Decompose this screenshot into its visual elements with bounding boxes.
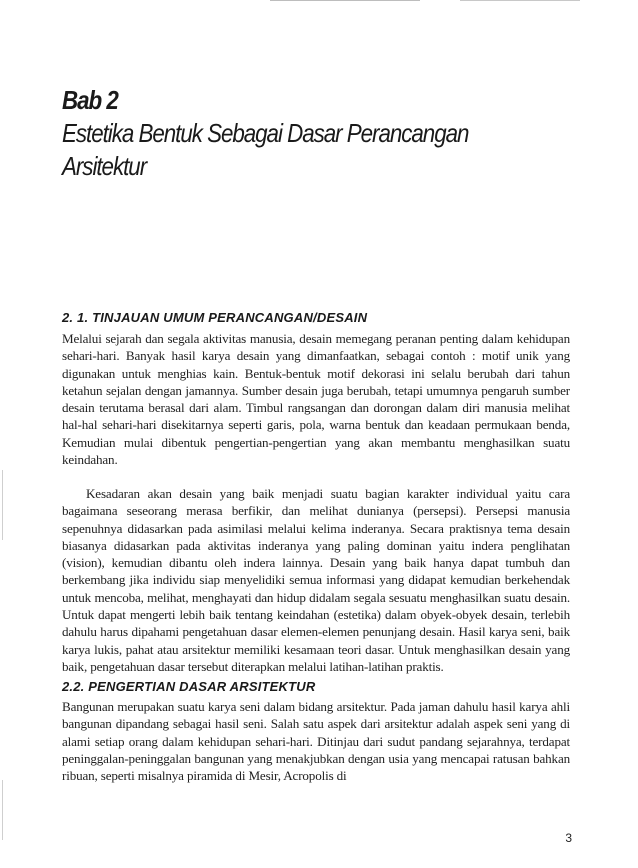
body-paragraph: Kesadaran akan desain yang baik menjadi suatu bagian karakter individual yaitu cara bagaimana seseorang merasa berfikir, dan melihat dunianya (persepsi). Persepsi manusia sepenuhnya didasarkan pada asimilasi melalui kelima inderanya. Secara praktisnya tema desain biasanya didasarkan pada aktivitas inderanya yang paling dominan yaitu indera penglihatan (vision), kemudian dibantu oleh indera lainnya. Desain yang baik hanya dapat tumbuh dan berkembang jika individu siap menyelidiki semua informasi yang didapat kemudian berkehendak untuk mencoba, melihat, menghayati dan hidup didalam segala sesuatu menghasilkan suatu desain. Untuk dapat mengerti lebih baik tentang keindahan (estetika) dalam obyek-obyek desain, terlebih dahulu harus dipahami pengetahuan dasar elemen-elemen penunjang desain. Hasil karya seni, baik karya lukis, pahat atau arsitektur memiliki kesamaan teori dasar. Untuk menghasilkan desain yang baik, pengetahuan dasar tersebut diterapkan melalui latihan-latihan praktis. [62, 486, 570, 674]
body-paragraph: Melalui sejarah dan segala aktivitas manusia, desain memegang peranan penting dalam kehidupan sehari-hari. Banyak hasil karya desain yang dimanfaatkan, sebagai contoh : motif unik yang digunakan untuk menghias kain. Bentuk-bentuk motif dekorasi ini selalu berubah dari tahun ketahun sejalan dengan jamannya. Sumber desain juga berubah, tetapi umumnya pengaruh sumber desain terutama berasal dari alam. Timbul rangsangan dan dorongan dalam diri manusia melihat hal-hal sehari-hari disekitarnya seperti garis, pola, warna bentuk dan keadaan permukaan benda, Kemudian mulai dibentuk pengertian-pengertian yang akan membantu menghasilkan suatu keindahan. [62, 331, 570, 468]
chapter-number: Bab 2 [62, 85, 118, 115]
chapter-title [62, 84, 526, 183]
section-heading: 2. 1. TINJAUAN UMUM PERANCANGAN/DESAIN [62, 310, 368, 325]
body-paragraph: Bangunan merupakan suatu karya seni dalam bidang arsitektur. Pada jaman dahulu hasil karya ahli bangunan dipandang sebagai hasil seni. Salah satu aspek dari arsitektur adalah aspek seni yang di alami setiap orang dalam kehidupan sehari-hari. Ditinjau dari sudut pandang sejarahnya, terdapat peninggalan-peninggalan bangunan yang menakjubkan dengan usia yang mencapai ratusan bahkan ribuan, seperti misalnya piramida di Mesir, Acropolis di [62, 699, 570, 784]
scan-edge-mark [270, 0, 420, 1]
scan-edge-mark [2, 470, 3, 540]
section-heading: 2.2. PENGERTIAN DASAR ARSITEKTUR [62, 679, 316, 694]
scan-edge-mark [460, 0, 580, 1]
chapter-title-text: Estetika Bentuk Sebagai Dasar Perancangan Arsitektur [62, 118, 469, 181]
page-number: 3 [565, 831, 572, 845]
scan-edge-mark [2, 780, 3, 840]
